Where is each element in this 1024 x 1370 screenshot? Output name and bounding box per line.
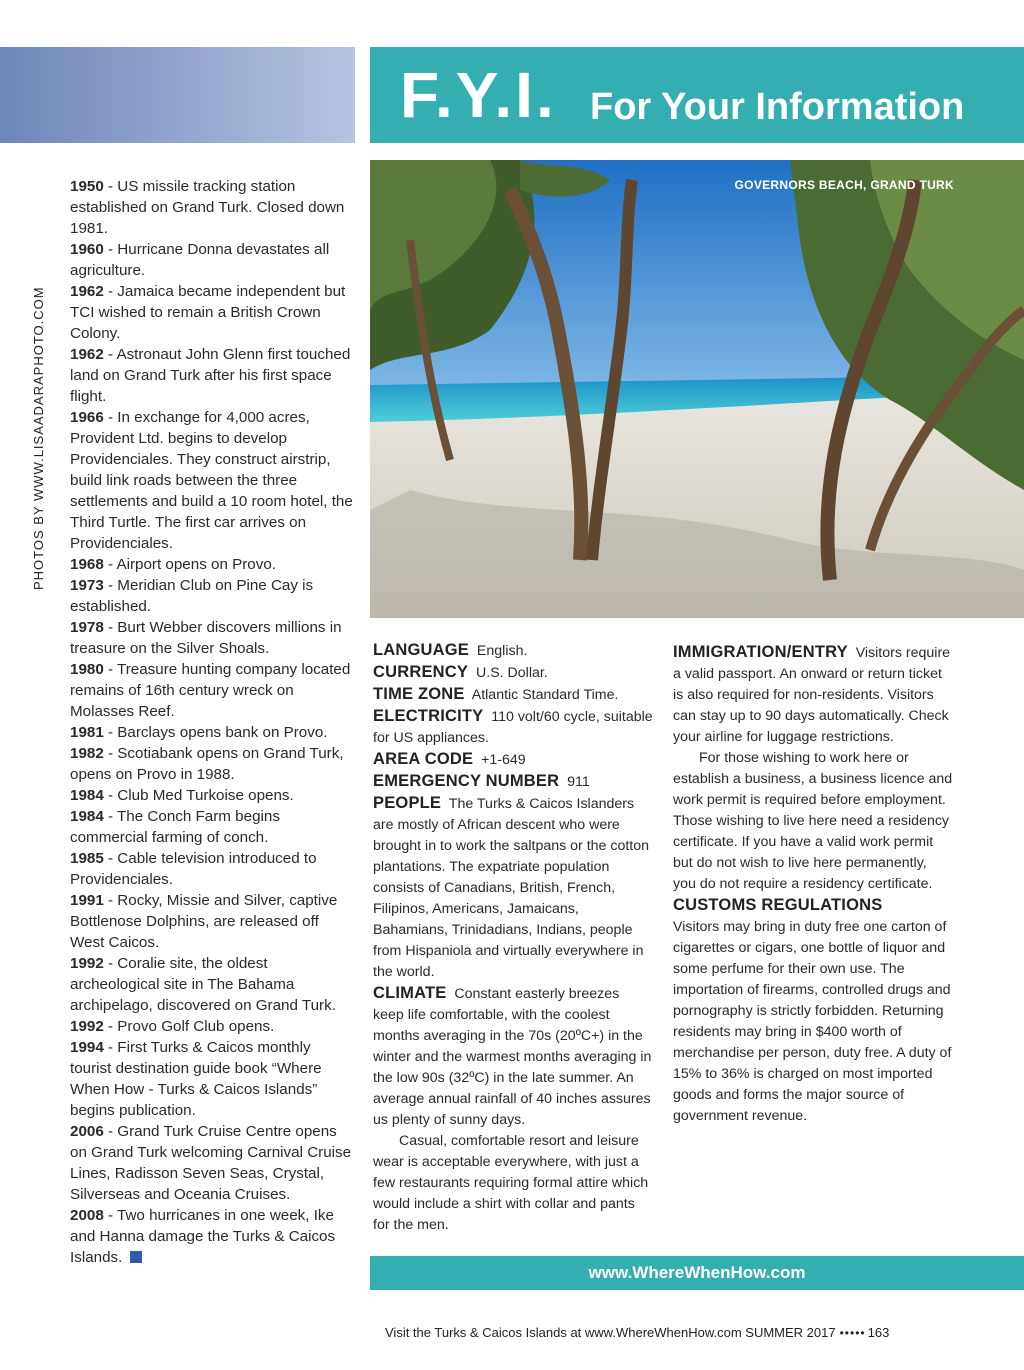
info-column-right [673, 642, 953, 1127]
timeline-year: 1968 [70, 556, 104, 573]
timeline-entry [70, 1016, 356, 1037]
timeline-year: 1980 [70, 661, 104, 678]
timeline-year: 1985 [70, 850, 104, 867]
timeline-text: - Barclays opens bank on Provo. [103, 724, 328, 741]
timeline-year: 1992 [70, 955, 104, 972]
end-square-icon [130, 1251, 142, 1263]
timeline-entry [70, 890, 356, 953]
timezone-heading: TIME ZONE [373, 685, 465, 703]
electricity-entry [373, 706, 653, 749]
electricity-heading: ELECTRICITY [373, 707, 484, 725]
footer-dots: ••••• [839, 1326, 866, 1340]
timeline-entry [70, 722, 356, 743]
timeline-text: - Scotiabank opens on Grand Turk, opens on Provo in 1988. [70, 745, 344, 783]
timeline-entry [70, 239, 356, 281]
timeline-entry [70, 176, 356, 239]
timeline-text: - Cable television introduced to Providenciales. [70, 850, 317, 888]
fyi-title: F.Y.I. [400, 59, 557, 131]
timeline-text: - Hurricane Donna devastates all agriculture. [70, 241, 330, 279]
timeline-year: 1962 [70, 283, 104, 300]
timeline-text: - Grand Turk Cruise Centre opens on Grand Turk welcoming Carnival Cruise Lines, Radisson Seven Seas, Crystal, Silverseas and Oceania Cruises. [70, 1123, 352, 1203]
timeline-year: 1950 [70, 178, 104, 195]
immigration-heading: IMMIGRATION/ENTRY [673, 643, 848, 661]
timezone-entry [373, 684, 653, 706]
timeline-year: 1984 [70, 787, 104, 804]
customs-heading: CUSTOMS REGULATIONS [673, 896, 883, 914]
timeline-entry [70, 281, 356, 344]
decorative-blue-bar [0, 47, 355, 143]
timeline-entry [70, 554, 356, 575]
website-banner[interactable]: www.WhereWhenHow.com [370, 1256, 1024, 1290]
timeline-entry [70, 575, 356, 617]
timeline-year: 1973 [70, 577, 104, 594]
emergency-text: 911 [567, 774, 590, 790]
fyi-subtitle: For Your Information [590, 86, 965, 128]
areacode-heading: AREA CODE [373, 750, 474, 768]
attire-paragraph: Casual, comfortable resort and leisure wear is acceptable everywhere, with just a few restaurants requiring formal attire which would include a shirt with collar and pants for the men. [373, 1133, 649, 1233]
timeline-entry [70, 785, 356, 806]
timeline-year: 1960 [70, 241, 104, 258]
timeline-text: - US missile tracking station established on Grand Turk. Closed down 1981. [70, 178, 345, 237]
people-entry [373, 793, 653, 983]
immigration-entry [673, 642, 953, 748]
photo-caption: GOVERNORS BEACH, GRAND TURK [734, 178, 954, 192]
timeline-entry [70, 1205, 356, 1268]
header-banner [370, 47, 1024, 143]
timeline-text: - Rocky, Missie and Silver, captive Bottlenose Dolphins, are released off West Caicos. [70, 892, 338, 951]
language-entry [373, 640, 653, 662]
timeline-text: - Astronaut John Glenn first touched land on Grand Turk after his first space flight. [70, 346, 351, 405]
customs-heading-line [673, 895, 953, 917]
timeline-entry [70, 659, 356, 722]
footer-text: Visit the Turks & Caicos Islands at www.WhereWhenHow.com SUMMER 2017 [385, 1325, 836, 1340]
climate-heading: CLIMATE [373, 984, 447, 1002]
areacode-text: +1-649 [481, 752, 526, 768]
timeline-entry [70, 743, 356, 785]
page-footer [385, 1325, 985, 1340]
timeline-text: - Coralie site, the oldest archeological site in The Bahama archipelago, discovered on Grand Turk. [70, 955, 336, 1014]
timeline-entry [70, 617, 356, 659]
timeline-year: 2008 [70, 1207, 104, 1224]
people-heading: PEOPLE [373, 794, 442, 812]
timeline-year: 1978 [70, 619, 104, 636]
timeline-year: 1966 [70, 409, 104, 426]
timeline-text: - Airport opens on Provo. [103, 556, 277, 573]
timeline-entry [70, 344, 356, 407]
timeline-text: - Treasure hunting company located remains of 16th century wreck on Molasses Reef. [70, 661, 351, 720]
areacode-entry [373, 749, 653, 771]
timeline-year: 1991 [70, 892, 104, 909]
timeline-entry [70, 407, 356, 554]
timeline-text: - Meridian Club on Pine Cay is established. [70, 577, 314, 615]
timeline-text: - Club Med Turkoise opens. [103, 787, 294, 804]
timeline-text: - Provo Golf Club opens. [103, 1018, 275, 1035]
timeline-text: - First Turks & Caicos monthly tourist destination guide book “Where When How - Turks & Caicos Islands” begins publication. [70, 1039, 322, 1119]
timeline-year: 2006 [70, 1123, 104, 1140]
history-timeline [70, 176, 356, 1268]
immigration-text: Visitors require a valid passport. An onward or return ticket is also required for non-residents. Visitors can stay up to 90 days automatically. Check your airline for luggage restrictions. [673, 645, 951, 745]
emergency-heading: EMERGENCY NUMBER [373, 772, 560, 790]
timeline-text: - The Conch Farm begins commercial farming of conch. [70, 808, 280, 846]
timeline-entry [70, 848, 356, 890]
climate-text: Constant easterly breezes keep life comfortable, with the coolest months averaging in the 70s (20ºC+) in the winter and the warmest months averaging in the low 90s (32ºC) in the late summer. An average annual rainfall of 40 inches assures us plenty of sunny days. [373, 986, 652, 1128]
timeline-year: 1992 [70, 1018, 104, 1035]
info-column-left [373, 640, 653, 1236]
timeline-entry [70, 1121, 356, 1205]
beach-illustration [370, 160, 1024, 618]
language-heading: LANGUAGE [373, 641, 470, 659]
work-paragraph: For those wishing to work here or establish a business, a business licence and work permit is required before employment. Those wishing to live here need a residency certificate. If you have a valid work permit but do not wish to live here permanently, you do not require a residency certificate. [673, 750, 953, 892]
timeline-entry [70, 806, 356, 848]
currency-heading: CURRENCY [373, 663, 469, 681]
timezone-text: Atlantic Standard Time. [471, 687, 619, 703]
emergency-entry [373, 771, 653, 793]
language-text: English. [476, 643, 528, 659]
timeline-year: 1984 [70, 808, 104, 825]
timeline-entry [70, 953, 356, 1016]
timeline-text: - Burt Webber discovers millions in treasure on the Silver Shoals. [70, 619, 342, 657]
electricity-text: 110 volt/60 cycle, suitable for US appliances. [373, 709, 653, 746]
currency-entry [373, 662, 653, 684]
timeline-year: 1981 [70, 724, 104, 741]
people-text: The Turks & Caicos Islanders are mostly of African descent who were brought in to work the saltpans or the cotton plantations. The expatriate population consists of Canadians, British, French, Filipinos, Americans, Jamaicans, Bahamians, Trinidadians, Indians, people from Hispaniola and virtually everywhere in the world. [373, 796, 650, 980]
page-number: 163 [867, 1325, 890, 1340]
currency-text: U.S. Dollar. [476, 665, 548, 681]
timeline-year: 1962 [70, 346, 104, 363]
timeline-entry [70, 1037, 356, 1121]
timeline-text: - In exchange for 4,000 acres, Provident Ltd. begins to develop Providenciales. They construct airstrip, build link roads between the three settlements and build a 10 room hotel, the Third Turtle. The first car arrives on Providenciales. [70, 409, 353, 552]
timeline-text: - Two hurricanes in one week, Ike and Hanna damage the Turks & Caicos Islands. [70, 1207, 336, 1266]
beach-photo [370, 160, 1024, 618]
photo-credit: PHOTOS BY WWW.LISAADARAPHOTO.COM [31, 286, 46, 590]
climate-entry [373, 983, 653, 1131]
timeline-text: - Jamaica became independent but TCI wished to remain a British Crown Colony. [70, 283, 346, 342]
timeline-year: 1982 [70, 745, 104, 762]
customs-text: Visitors may bring in duty free one carton of cigarettes or cigars, one bottle of liquor and some perfume for their own use. The importation of firearms, controlled drugs and pornography is strictly forbidden. Returning residents may bring in $400 worth of merchandise per person, duty free. A duty of 15% to 36% is charged on most imported goods and forms the major source of government revenue. [673, 919, 952, 1124]
timeline-year: 1994 [70, 1039, 104, 1056]
